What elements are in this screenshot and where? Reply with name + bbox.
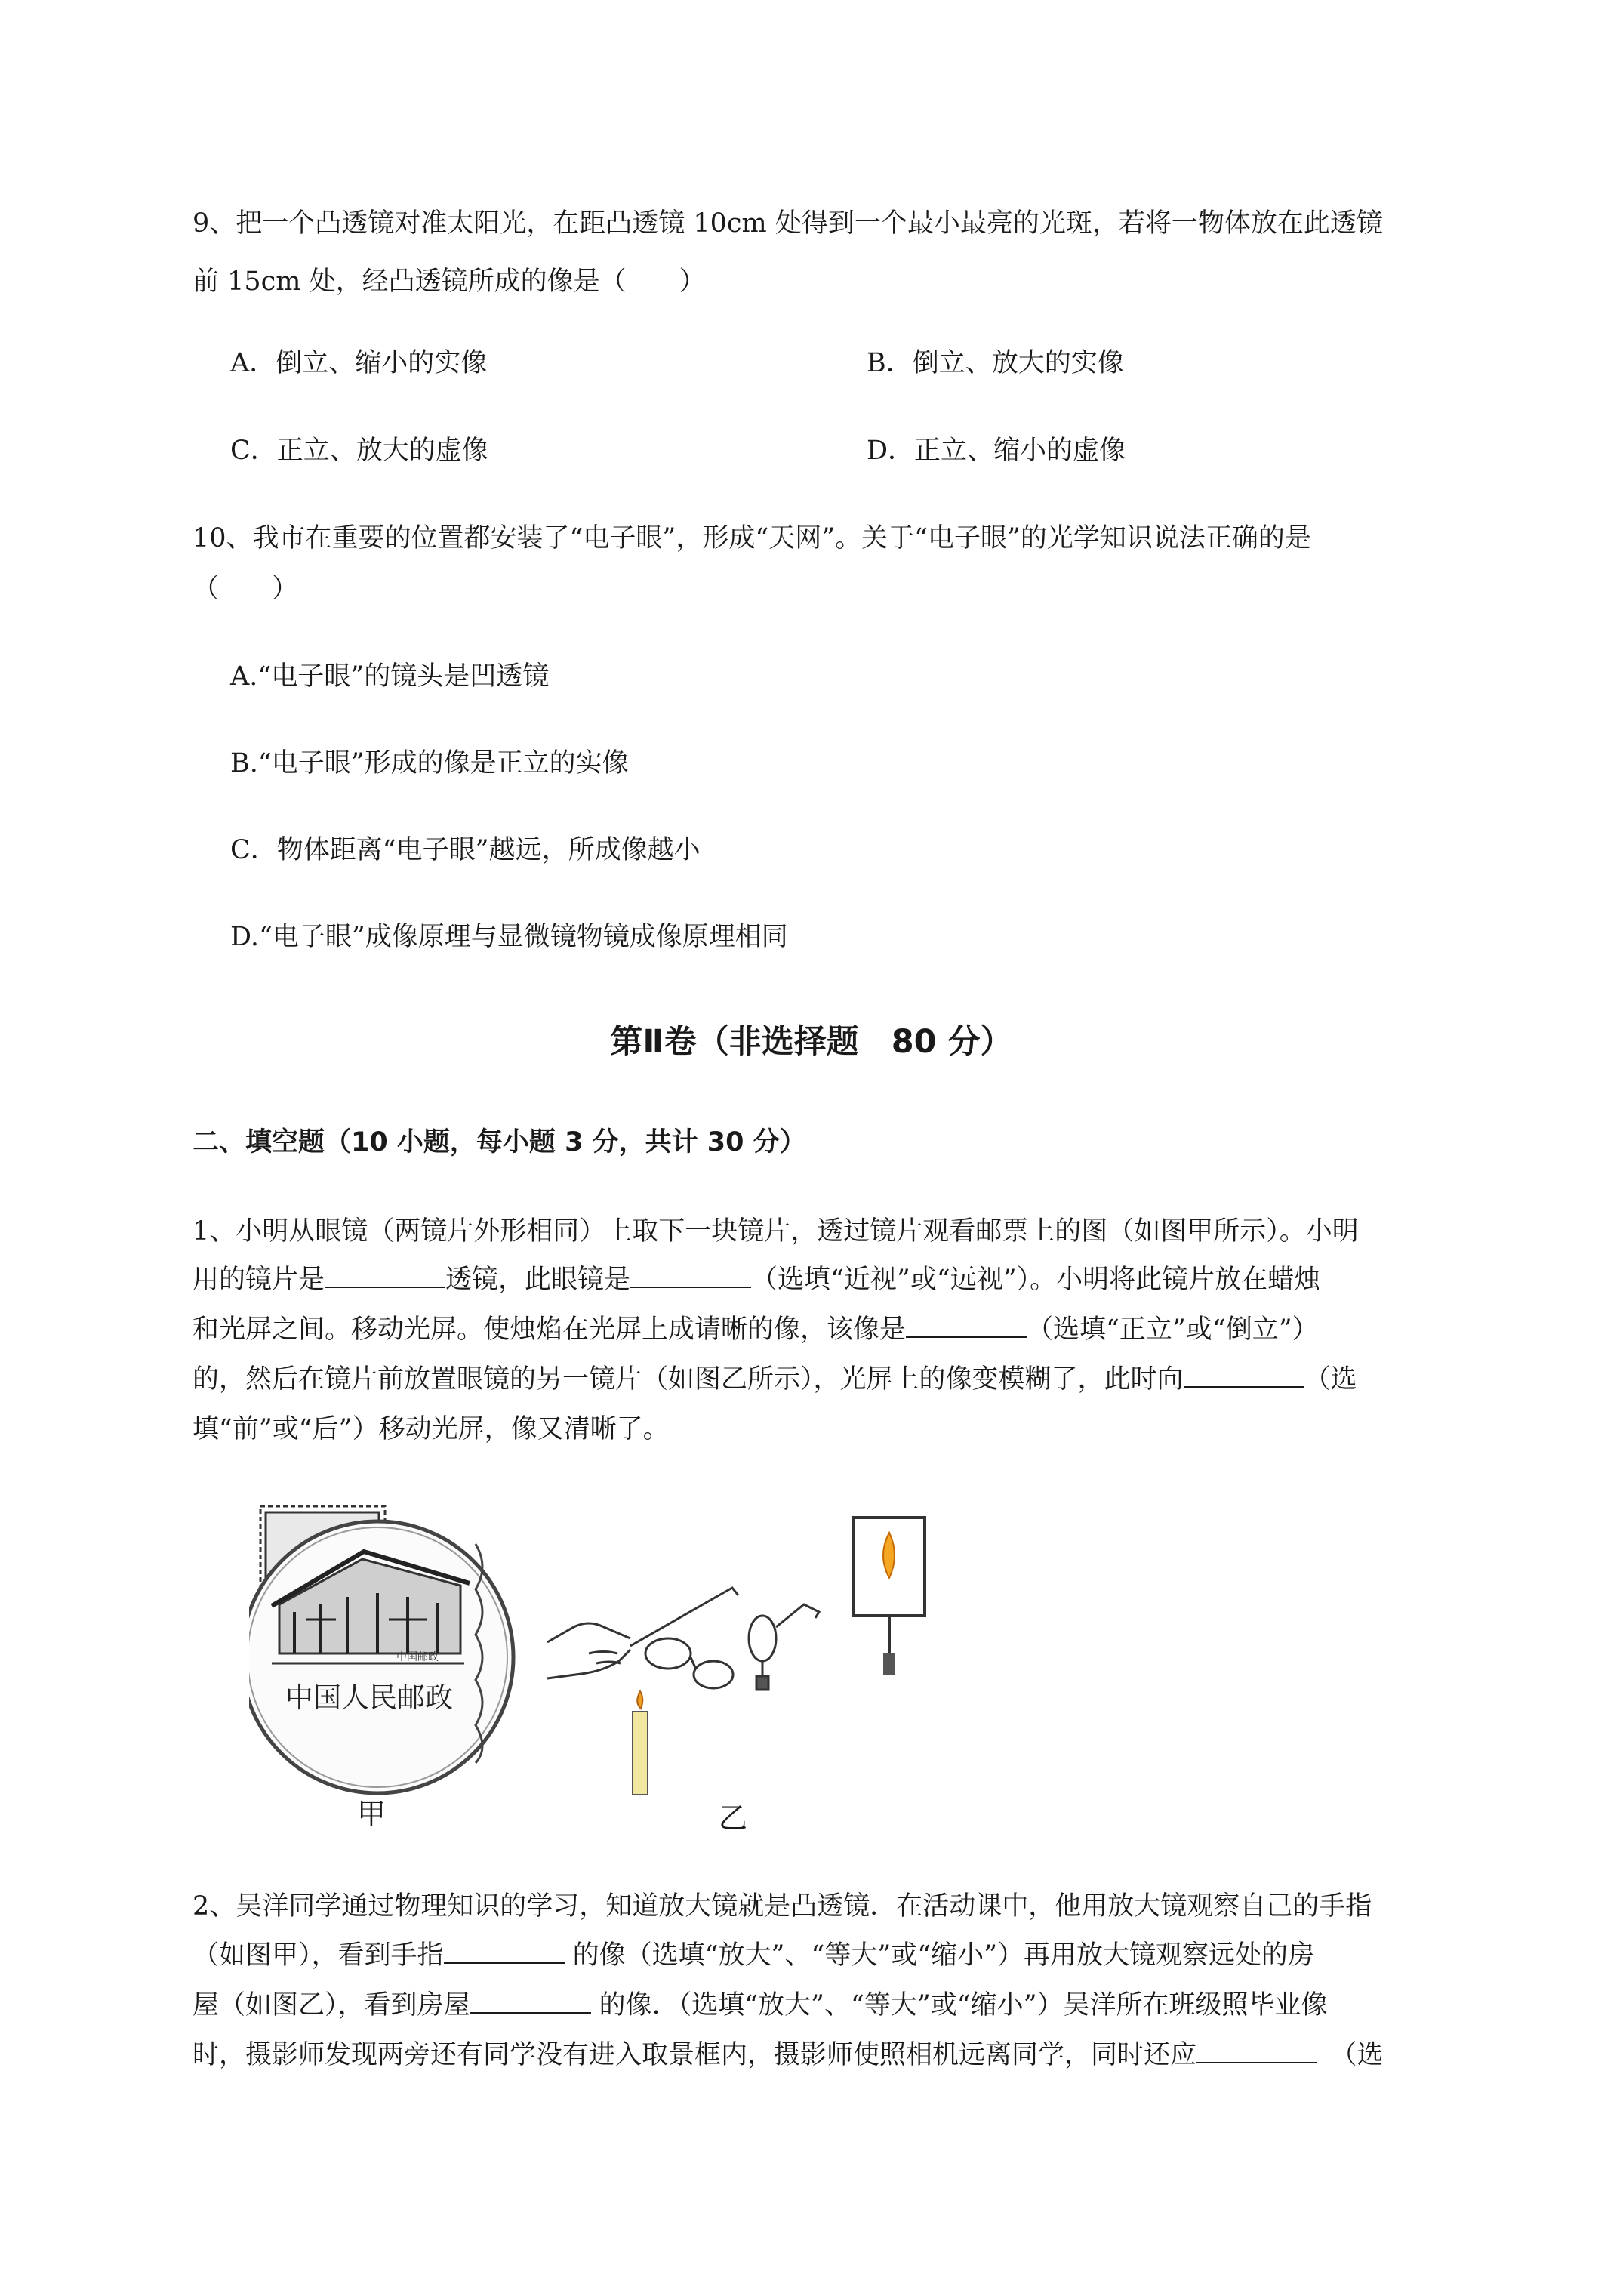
fq2-text-3b: 的像．（选填“放大”、“等大”或“缩小”）吴洋所在班级照毕业像: [599, 1990, 1328, 2020]
answer-blank-2[interactable]: [630, 1264, 751, 1288]
fq2-text-3a: 屋（如图乙），看到房屋: [192, 1990, 470, 2020]
fq2-line-4: [192, 2038, 1384, 2073]
candle-icon: [633, 1691, 648, 1795]
figure-caption-jia: 甲: [357, 1798, 387, 1831]
fq2-line-3: [192, 1988, 1328, 2023]
fq2-line-2: [192, 1938, 1314, 1973]
section-title: 第Ⅱ卷（非选择题 80 分）: [610, 1023, 1013, 1061]
q10-line-1: 10、我市在重要的位置都安装了“电子眼”，形成“天网”。关于“电子眼”的光学知识说法正确的是: [192, 523, 1311, 553]
fq1-line-2: [192, 1262, 1320, 1297]
hand-icon: [547, 1623, 630, 1678]
fq2-text-2a: （如图甲），看到手指: [192, 1940, 444, 1971]
answer-blank-7[interactable]: [1196, 2039, 1317, 2063]
lens-figure: [249, 1499, 951, 1838]
glasses-icon: [630, 1588, 819, 1690]
q10-option-a: A.“电子眼”的镜头是凹透镜: [230, 661, 550, 692]
q10-line-2: （ ）: [192, 574, 299, 604]
q10-option-d: D.“电子眼”成像原理与显微镜物镜成像原理相同: [230, 922, 788, 952]
q9-option-c: C．正立、放大的虚像: [230, 436, 488, 466]
fq1-line-1: 1、小明从眼镜（两镜片外形相同）上取下一块镜片，透过镜片观看邮票上的图（如图甲所示）。小明: [192, 1216, 1359, 1247]
stamp-small-text: 中国邮政: [396, 1651, 439, 1663]
fq1-line-3: [192, 1312, 1319, 1347]
fq1-text-2b: 透镜，此眼镜是: [445, 1265, 631, 1295]
answer-blank-1[interactable]: [325, 1264, 445, 1288]
answer-blank-6[interactable]: [470, 1989, 591, 2014]
fq1-line-5: 填“前”或“后”）移动光屏，像又清晰了。: [192, 1414, 670, 1444]
q9-line-1: 9、把一个凸透镜对准太阳光，在距凸透镜 10cm 处得到一个最小最亮的光斑，若将一物体放在此透镜: [192, 208, 1383, 239]
fq1-text-4a: 的，然后在镜片前放置眼镜的另一镜片（如图乙所示），光屏上的像变模糊了，此时向: [192, 1364, 1184, 1395]
stamp-caption-text: 中国人民邮政: [285, 1681, 453, 1714]
q10-option-c: C．物体距离“电子眼”越远，所成像越小: [230, 835, 701, 865]
q9-option-d: D．正立、缩小的虚像: [867, 436, 1126, 466]
postage-stamp-image: [249, 1506, 513, 1793]
q9-line-2: 前 15cm 处，经凸透镜所成的像是（ ）: [192, 267, 706, 297]
lens-figure-drawing: [249, 1499, 951, 1838]
q9-option-a: A．倒立、缩小的实像: [230, 348, 488, 378]
answer-blank-3[interactable]: [906, 1314, 1027, 1338]
fq1-text-2c: （选填“近视”或“远视”）。小明将此镜片放在蜡烛: [751, 1265, 1321, 1295]
fq2-text-4b: （选: [1344, 2040, 1384, 2070]
fq1-text-3b: （选填“正立”或“倒立”）: [1027, 1314, 1319, 1345]
fq2-line-1: 2、吴洋同学通过物理知识的学习，知道放大镜就是凸透镜．在活动课中，他用放大镜观察自己的手指: [192, 1891, 1372, 1922]
figure-caption-yi: 乙: [719, 1801, 748, 1835]
screen-icon: [853, 1518, 925, 1675]
fq1-text-4b: （选: [1304, 1364, 1357, 1395]
fq1-text-3a: 和光屏之间。移动光屏。使烛焰在光屏上成请晰的像，该像是: [192, 1314, 907, 1345]
fq2-text-4a: 时，摄影师发现两旁还有同学没有进入取景框内，摄影师使照相机远离同学，同时还应: [192, 2040, 1197, 2070]
q10-option-b: B.“电子眼”形成的像是正立的实像: [230, 748, 629, 778]
fq1-line-4: [192, 1362, 1357, 1397]
fill-in-heading: 二、填空题（10 小题，每小题 3 分，共计 30 分）: [192, 1127, 806, 1157]
q9-option-b: B．倒立、放大的实像: [867, 348, 1124, 378]
fq2-text-2b: 的像（选填“放大”、“等大”或“缩小”）再用放大镜观察远处的房: [572, 1940, 1315, 1971]
answer-blank-4[interactable]: [1184, 1364, 1304, 1388]
answer-blank-5[interactable]: [444, 1940, 565, 1964]
fq1-text-2a: 用的镜片是: [192, 1265, 325, 1295]
